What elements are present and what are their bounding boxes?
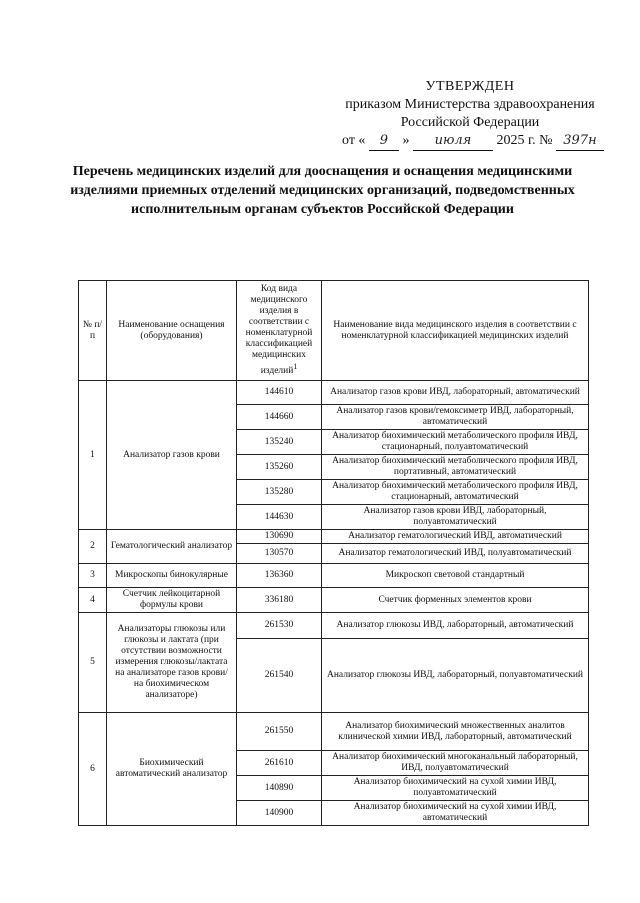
cell-device-name: Счетчик форменных элементов крови	[322, 588, 589, 613]
cell-number: 5	[79, 613, 107, 713]
cell-device-name: Анализатор биохимический метаболического профиля ИВД, стационарный, полуавтоматический	[322, 430, 589, 455]
table-row	[79, 588, 589, 613]
cell-device-name: Анализатор биохимический метаболического профиля ИВД, стационарный, автоматический	[322, 480, 589, 505]
table-row	[79, 564, 589, 588]
header-code-footnote: 1	[293, 361, 298, 371]
date-mid: »	[402, 133, 410, 148]
cell-code: 144610	[237, 381, 322, 405]
cell-equipment: Биохимический автоматический анализатор	[107, 713, 237, 826]
cell-code: 130690	[237, 530, 322, 544]
approval-date	[320, 132, 620, 151]
header-num: № п/п	[79, 281, 107, 381]
cell-number: 2	[79, 530, 107, 564]
cell-device-name: Анализатор гематологический ИВД, полуавтоматический	[322, 544, 589, 564]
cell-code: 144630	[237, 505, 322, 530]
cell-code: 130570	[237, 544, 322, 564]
document-title: Перечень медицинских изделий для дооснащения и оснащения медицинскими изделиями приемных отделений медицинских организаций, подведомственных исполнительным органам субъектов Российской Федерации	[70, 164, 575, 217]
table-header-row	[79, 281, 589, 381]
cell-number: 6	[79, 713, 107, 826]
table-row	[79, 530, 589, 544]
cell-number: 4	[79, 588, 107, 613]
approval-line-1: приказом Министерства здравоохранения	[345, 97, 595, 112]
cell-number: 1	[79, 381, 107, 530]
cell-device-name: Анализатор биохимический на сухой химии ИВД, полуавтоматический	[322, 776, 589, 801]
cell-code: 261540	[237, 639, 322, 713]
cell-code: 261530	[237, 613, 322, 639]
order-number-handwritten: 397н	[556, 132, 604, 151]
cell-device-name: Анализатор гематологический ИВД, автоматический	[322, 530, 589, 544]
date-month-handwritten: июля	[413, 132, 493, 151]
table-body	[79, 381, 589, 826]
cell-device-name: Анализатор биохимический множественных аналитов клинической химии ИВД, лабораторный, автоматический	[322, 713, 589, 751]
cell-equipment: Анализаторы глюкозы или глюкозы и лактата (при отсутствии возможности измерения глюкозы/лактата на анализаторе газов крови/ на биохимическом анализаторе)	[107, 613, 237, 713]
date-day-handwritten: 9	[369, 132, 399, 151]
cell-number: 3	[79, 564, 107, 588]
cell-code: 261610	[237, 751, 322, 776]
approval-block	[320, 78, 620, 151]
cell-device-name: Анализатор газов крови ИВД, лабораторный, полуавтоматический	[322, 505, 589, 530]
cell-code: 140900	[237, 801, 322, 826]
cell-code: 135240	[237, 430, 322, 455]
cell-code: 140890	[237, 776, 322, 801]
header-equipment: Наименование оснащения (оборудования)	[107, 281, 237, 381]
table-row	[79, 381, 589, 405]
cell-code: 144660	[237, 405, 322, 430]
header-code-text: Код вида медицинского изделия в соответствии с номенклатурной классификацией медицинских изделий	[245, 283, 313, 377]
cell-device-name: Микроскоп световой стандартный	[322, 564, 589, 588]
cell-device-name: Анализатор биохимический многоканальный лабораторный, ИВД, полуавтоматический	[322, 751, 589, 776]
cell-code: 261550	[237, 713, 322, 751]
cell-device-name: Анализатор глюкозы ИВД, лабораторный, полуавтоматический	[322, 639, 589, 713]
cell-code: 135260	[237, 455, 322, 480]
cell-equipment: Микроскопы бинокулярные	[107, 564, 237, 588]
date-year: 2025 г. №	[496, 133, 553, 148]
header-name: Наименование вида медицинского изделия в соответствии с номенклатурной классификацией медицинских изделий	[322, 281, 589, 381]
date-prefix: от «	[342, 133, 366, 148]
cell-device-name: Анализатор биохимический метаболического профиля ИВД, портативный, автоматический	[322, 455, 589, 480]
approval-title: УТВЕРЖДЕН	[425, 79, 515, 94]
cell-code: 135280	[237, 480, 322, 505]
cell-equipment: Счетчик лейкоцитарной формулы крови	[107, 588, 237, 613]
table-row	[79, 613, 589, 639]
cell-device-name: Анализатор газов крови ИВД, лабораторный, автоматический	[322, 381, 589, 405]
cell-device-name: Анализатор глюкозы ИВД, лабораторный, автоматический	[322, 613, 589, 639]
cell-device-name: Анализатор газов крови/гемоксиметр ИВД, лабораторный, автоматический	[322, 405, 589, 430]
equipment-table	[78, 280, 589, 826]
cell-equipment: Гематологический анализатор	[107, 530, 237, 564]
cell-device-name: Анализатор биохимический на сухой химии ИВД, автоматический	[322, 801, 589, 826]
cell-code: 136360	[237, 564, 322, 588]
header-code	[237, 281, 322, 381]
cell-code: 336180	[237, 588, 322, 613]
cell-equipment: Анализатор газов крови	[107, 381, 237, 530]
table-row	[79, 713, 589, 751]
approval-line-2: Российской Федерации	[400, 115, 540, 130]
